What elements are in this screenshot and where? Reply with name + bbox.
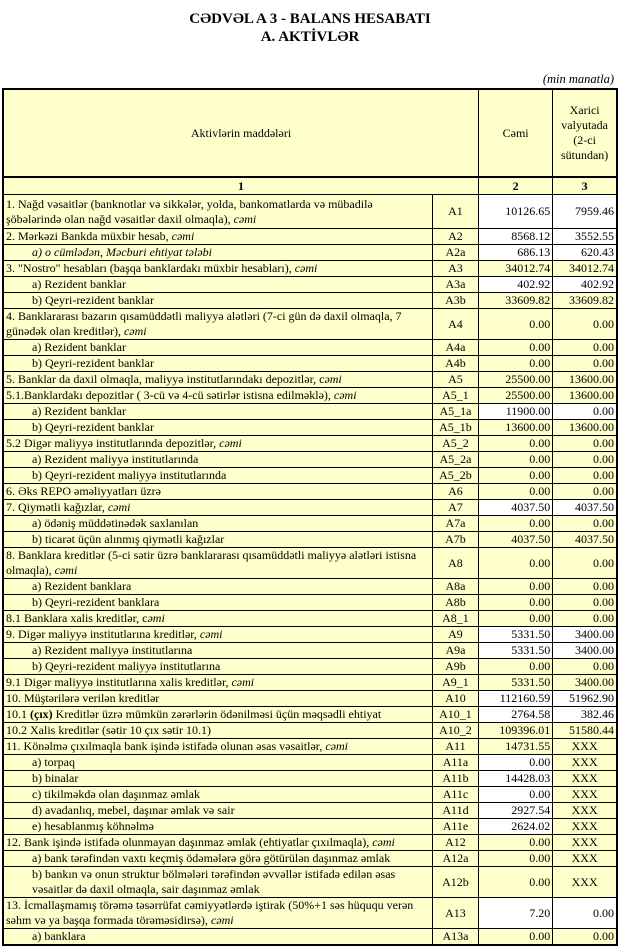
row-label: 10. Müştərilərə verilən kreditlər <box>3 691 432 707</box>
row-total-value: 0.00 <box>479 787 553 803</box>
row-total-value: 25500.00 <box>479 388 553 404</box>
col-number-1: 1 <box>3 177 479 195</box>
row-label: d) avadanlıq, mebel, daşınar əmlak və sair <box>3 803 432 819</box>
row-total-value: 0.00 <box>479 755 553 771</box>
table-row <box>3 261 617 277</box>
row-total-value: 0.00 <box>479 611 553 627</box>
row-total-value: 0.00 <box>479 340 553 356</box>
row-code: A5_2a <box>432 452 478 468</box>
row-total-value: 0.00 <box>479 929 553 946</box>
row-code: A4b <box>432 356 478 372</box>
row-label: 12. Bank işində istifadə olunmayan daşınmaz əmlak (ehtiyatlar çıxılmaqla), cəmi <box>3 835 432 851</box>
row-code: A12 <box>432 835 478 851</box>
col-header-total: Cəmi <box>479 89 553 177</box>
table-row <box>3 723 617 739</box>
table-row <box>3 532 617 548</box>
table-row <box>3 707 617 723</box>
row-total-value: 0.00 <box>479 484 553 500</box>
row-total-value: 14428.03 <box>479 771 553 787</box>
row-label: b) ticarət üçün alınmış qiymətli kağızlar <box>3 532 432 548</box>
row-code: A3b <box>432 293 478 309</box>
table-row <box>3 340 617 356</box>
row-code: A12b <box>432 867 478 898</box>
row-foreign-currency-value: 13600.00 <box>553 420 617 436</box>
row-foreign-currency-value: 3552.55 <box>553 229 617 245</box>
row-label: b) Qeyri-rezident maliyyə institutlarında <box>3 468 432 484</box>
row-total-value: 2927.54 <box>479 803 553 819</box>
row-code: A2a <box>432 245 478 261</box>
row-foreign-currency-value: 3400.00 <box>553 675 617 691</box>
row-label: a) o cümlədən, Məcburi ehtiyat tələbi <box>3 245 432 261</box>
row-total-value: 0.00 <box>479 356 553 372</box>
row-code: A5_2b <box>432 468 478 484</box>
row-code: A6 <box>432 484 478 500</box>
row-total-value: 14731.55 <box>479 739 553 755</box>
asset-table-body <box>3 195 617 946</box>
row-code: A8a <box>432 579 478 595</box>
row-foreign-currency-value: 7959.46 <box>553 195 617 229</box>
row-total-value: 34012.74 <box>479 261 553 277</box>
row-code: A13 <box>432 898 478 929</box>
row-label: 5.2 Digər maliyyə institutlarında depozitlər, cəmi <box>3 436 432 452</box>
row-total-value: 0.00 <box>479 548 553 579</box>
table-row <box>3 277 617 293</box>
row-foreign-currency-value: 3400.00 <box>553 643 617 659</box>
table-row <box>3 404 617 420</box>
row-label: a) ödəniş müddətinədək saxlanılan <box>3 516 432 532</box>
row-total-value: 5331.50 <box>479 675 553 691</box>
col-number-2: 2 <box>479 177 553 195</box>
balance-table <box>2 88 618 946</box>
row-total-value: 686.13 <box>479 245 553 261</box>
table-row <box>3 516 617 532</box>
row-label: 13. İcmallaşmamış törəmə təsərrüfat cəmiyyətlərdə iştirak (50%+1 səs hüququ verən səhm və ya başqa formada törəməsidirsə), cəmi <box>3 898 432 929</box>
row-foreign-currency-value: 0.00 <box>553 452 617 468</box>
row-label: a) Rezident maliyyə institutlarına <box>3 643 432 659</box>
table-row <box>3 739 617 755</box>
table-row <box>3 293 617 309</box>
row-foreign-currency-value: 0.00 <box>553 579 617 595</box>
row-code: A7a <box>432 516 478 532</box>
report-title-line2: A. AKTİVLƏR <box>260 29 360 45</box>
table-row <box>3 627 617 643</box>
row-label: 1. Nağd vəsaitlər (banknotlar və sikkələr, yolda, bankomatlarda və mübadilə şöbələrində olan nağd vəsaitlər daxil olmaqla), cəmi <box>3 195 432 229</box>
row-foreign-currency-value: 0.00 <box>553 516 617 532</box>
row-total-value: 0.00 <box>479 309 553 340</box>
row-foreign-currency-value: XXX <box>553 835 617 851</box>
table-row <box>3 803 617 819</box>
table-row <box>3 388 617 404</box>
row-total-value: 0.00 <box>479 452 553 468</box>
row-foreign-currency-value: 0.00 <box>553 484 617 500</box>
row-foreign-currency-value: 3400.00 <box>553 627 617 643</box>
table-row <box>3 898 617 929</box>
table-row <box>3 595 617 611</box>
row-total-value: 13600.00 <box>479 420 553 436</box>
row-total-value: 8568.12 <box>479 229 553 245</box>
row-code: A11c <box>432 787 478 803</box>
row-code: A7b <box>432 532 478 548</box>
table-row <box>3 468 617 484</box>
row-label: a) bank tərəfindən vaxtı keçmiş ödəmələrə görə götürülən daşınmaz əmlak <box>3 851 432 867</box>
row-foreign-currency-value: 0.00 <box>553 340 617 356</box>
row-code: A3a <box>432 277 478 293</box>
row-code: A5_1 <box>432 388 478 404</box>
table-row <box>3 659 617 675</box>
row-code: A10 <box>432 691 478 707</box>
row-code: A7 <box>432 500 478 516</box>
row-total-value: 2764.58 <box>479 707 553 723</box>
row-label: b) binalar <box>3 771 432 787</box>
column-number-row <box>3 177 617 195</box>
row-label: 3. "Nostro" hesabları (başqa banklardakı müxbir hesabları), cəmi <box>3 261 432 277</box>
row-total-value: 112160.59 <box>479 691 553 707</box>
table-row <box>3 691 617 707</box>
row-label: 8.1 Banklara xalis kreditlər, cəmi <box>3 611 432 627</box>
table-row <box>3 675 617 691</box>
table-row <box>3 835 617 851</box>
row-label: a) banklara <box>3 929 432 946</box>
row-foreign-currency-value: 382.46 <box>553 707 617 723</box>
col-number-3: 3 <box>553 177 617 195</box>
row-total-value: 109396.01 <box>479 723 553 739</box>
row-foreign-currency-value: 33609.82 <box>553 293 617 309</box>
row-code: A8b <box>432 595 478 611</box>
row-foreign-currency-value: 0.00 <box>553 611 617 627</box>
row-label: a) Rezident banklar <box>3 404 432 420</box>
row-foreign-currency-value: 0.00 <box>553 898 617 929</box>
table-header-row <box>3 89 617 177</box>
row-total-value: 402.92 <box>479 277 553 293</box>
row-label: 7. Qiymətli kağızlar, cəmi <box>3 500 432 516</box>
table-row <box>3 500 617 516</box>
row-total-value: 10126.65 <box>479 195 553 229</box>
row-code: A5 <box>432 372 478 388</box>
table-row <box>3 851 617 867</box>
row-code: A2 <box>432 229 478 245</box>
table-row <box>3 819 617 835</box>
row-foreign-currency-value: 402.92 <box>553 277 617 293</box>
row-foreign-currency-value: XXX <box>553 771 617 787</box>
table-row <box>3 611 617 627</box>
row-label: 10.2 Xalis kreditlər (sətir 10 çıx sətir 10.1) <box>3 723 432 739</box>
row-label: 6. Əks REPO əməliyyatları üzrə <box>3 484 432 500</box>
row-foreign-currency-value: XXX <box>553 739 617 755</box>
table-row <box>3 771 617 787</box>
table-row <box>3 309 617 340</box>
row-label: a) Rezident banklara <box>3 579 432 595</box>
report-title-line1: CƏDVƏL A 3 - BALANS HESABATI <box>189 11 431 27</box>
row-foreign-currency-value: 0.00 <box>553 309 617 340</box>
table-row <box>3 755 617 771</box>
row-code: A11e <box>432 819 478 835</box>
row-foreign-currency-value: XXX <box>553 867 617 898</box>
row-foreign-currency-value: XXX <box>553 787 617 803</box>
row-foreign-currency-value: 34012.74 <box>553 261 617 277</box>
row-total-value: 11900.00 <box>479 404 553 420</box>
row-code: A11a <box>432 755 478 771</box>
row-foreign-currency-value: XXX <box>553 803 617 819</box>
col-header-items: Aktivlərin maddələri <box>3 89 479 177</box>
row-label: a) Rezident banklar <box>3 277 432 293</box>
row-total-value: 0.00 <box>479 867 553 898</box>
row-foreign-currency-value: 13600.00 <box>553 372 617 388</box>
col-header-foreign-currency: Xarici valyutada (2-ci sütundan) <box>553 89 617 177</box>
row-total-value: 4037.50 <box>479 532 553 548</box>
row-total-value: 33609.82 <box>479 293 553 309</box>
row-label: e) hesablanmış köhnəlmə <box>3 819 432 835</box>
row-foreign-currency-value: 0.00 <box>553 468 617 484</box>
row-foreign-currency-value: XXX <box>553 819 617 835</box>
row-code: A12a <box>432 851 478 867</box>
row-total-value: 0.00 <box>479 659 553 675</box>
row-code: A8 <box>432 548 478 579</box>
table-row <box>3 787 617 803</box>
row-total-value: 0.00 <box>479 851 553 867</box>
row-code: A11 <box>432 739 478 755</box>
row-label: 8. Banklara kreditlər (5-ci sətir üzrə banklararası qısamüddətli maliyyə alətləri istisna olmaqla), cəmi <box>3 548 432 579</box>
table-row <box>3 484 617 500</box>
unit-note: (min manatla) <box>542 72 614 86</box>
row-foreign-currency-value: 4037.50 <box>553 532 617 548</box>
table-row <box>3 867 617 898</box>
row-label: 9. Digər maliyyə institutlarına kreditlər, cəmi <box>3 627 432 643</box>
table-row <box>3 420 617 436</box>
row-total-value: 7.20 <box>479 898 553 929</box>
row-foreign-currency-value: 0.00 <box>553 929 617 946</box>
row-label: b) Qeyri-rezident banklar <box>3 356 432 372</box>
row-label: 5. Banklar da daxil olmaqla, maliyyə institutlarındakı depozitlər, cəmi <box>3 372 432 388</box>
row-total-value: 0.00 <box>479 436 553 452</box>
row-total-value: 2624.02 <box>479 819 553 835</box>
row-foreign-currency-value: 0.00 <box>553 659 617 675</box>
row-label: 2. Mərkəzi Bankda müxbir hesab, cəmi <box>3 229 432 245</box>
row-code: A10_2 <box>432 723 478 739</box>
row-foreign-currency-value: 0.00 <box>553 548 617 579</box>
row-label: 9.1 Digər maliyyə institutlarına xalis kreditlər, cəmi <box>3 675 432 691</box>
row-label: b) Qeyri-rezident banklara <box>3 595 432 611</box>
table-row <box>3 579 617 595</box>
row-foreign-currency-value: 620.43 <box>553 245 617 261</box>
row-code: A5_2 <box>432 436 478 452</box>
row-code: A9b <box>432 659 478 675</box>
row-foreign-currency-value: 4037.50 <box>553 500 617 516</box>
table-row <box>3 452 617 468</box>
row-code: A13a <box>432 929 478 946</box>
row-code: A5_1a <box>432 404 478 420</box>
row-foreign-currency-value: 0.00 <box>553 595 617 611</box>
row-label: b) Qeyri-rezident maliyyə institutlarına <box>3 659 432 675</box>
row-foreign-currency-value: 0.00 <box>553 356 617 372</box>
row-foreign-currency-value: 0.00 <box>553 436 617 452</box>
row-label: 11. Könəlmə çıxılmaqla bank işində istifadə olunan əsas vəsaitlər, cəmi <box>3 739 432 755</box>
row-code: A11d <box>432 803 478 819</box>
report-title <box>0 0 620 46</box>
row-foreign-currency-value: XXX <box>553 851 617 867</box>
row-label: 10.1 (çıx) Kreditlər üzrə mümkün zərərlərin ödənilməsi üçün məqsədli ehtiyat <box>3 707 432 723</box>
table-row <box>3 643 617 659</box>
row-label: 4. Banklararası bazarın qısamüddətli maliyyə alətləri (7-ci gün də daxil olmaqla, 7 günədək olan kreditlər), cəmi <box>3 309 432 340</box>
row-foreign-currency-value: 0.00 <box>553 404 617 420</box>
row-total-value: 25500.00 <box>479 372 553 388</box>
row-label: b) Qeyri-rezident banklar <box>3 293 432 309</box>
row-total-value: 0.00 <box>479 468 553 484</box>
table-row <box>3 372 617 388</box>
row-code: A9_1 <box>432 675 478 691</box>
row-total-value: 5331.50 <box>479 643 553 659</box>
table-row <box>3 548 617 579</box>
row-total-value: 0.00 <box>479 579 553 595</box>
row-foreign-currency-value: 51580.44 <box>553 723 617 739</box>
row-label: a) Rezident maliyyə institutlarında <box>3 452 432 468</box>
row-code: A5_1b <box>432 420 478 436</box>
row-total-value: 0.00 <box>479 516 553 532</box>
table-row <box>3 195 617 229</box>
row-code: A8_1 <box>432 611 478 627</box>
row-total-value: 4037.50 <box>479 500 553 516</box>
table-row <box>3 929 617 946</box>
row-total-value: 0.00 <box>479 835 553 851</box>
row-code: A9 <box>432 627 478 643</box>
row-foreign-currency-value: XXX <box>553 755 617 771</box>
row-code: A3 <box>432 261 478 277</box>
row-label: b) Qeyri-rezident banklar <box>3 420 432 436</box>
row-label: 5.1.Banklardakı depozitlər ( 3-cü və 4-cü sətirlər istisna edilməklə), cəmi <box>3 388 432 404</box>
table-row <box>3 356 617 372</box>
row-code: A11b <box>432 771 478 787</box>
row-foreign-currency-value: 13600.00 <box>553 388 617 404</box>
row-code: A10_1 <box>432 707 478 723</box>
row-code: A1 <box>432 195 478 229</box>
table-row <box>3 436 617 452</box>
row-label: b) bankın və onun struktur bölmələri tərəfindən əvvəllər istifadə edilən əsas vəsaitlər də daxil olmaqla, sair daşınmaz əmlak <box>3 867 432 898</box>
row-total-value: 0.00 <box>479 595 553 611</box>
row-label: a) Rezident banklar <box>3 340 432 356</box>
table-row <box>3 229 617 245</box>
row-label: c) tikilməkdə olan daşınmaz əmlak <box>3 787 432 803</box>
row-code: A9a <box>432 643 478 659</box>
row-code: A4 <box>432 309 478 340</box>
row-foreign-currency-value: 51962.90 <box>553 691 617 707</box>
table-row <box>3 245 617 261</box>
row-total-value: 5331.50 <box>479 627 553 643</box>
row-label: a) torpaq <box>3 755 432 771</box>
row-code: A4a <box>432 340 478 356</box>
